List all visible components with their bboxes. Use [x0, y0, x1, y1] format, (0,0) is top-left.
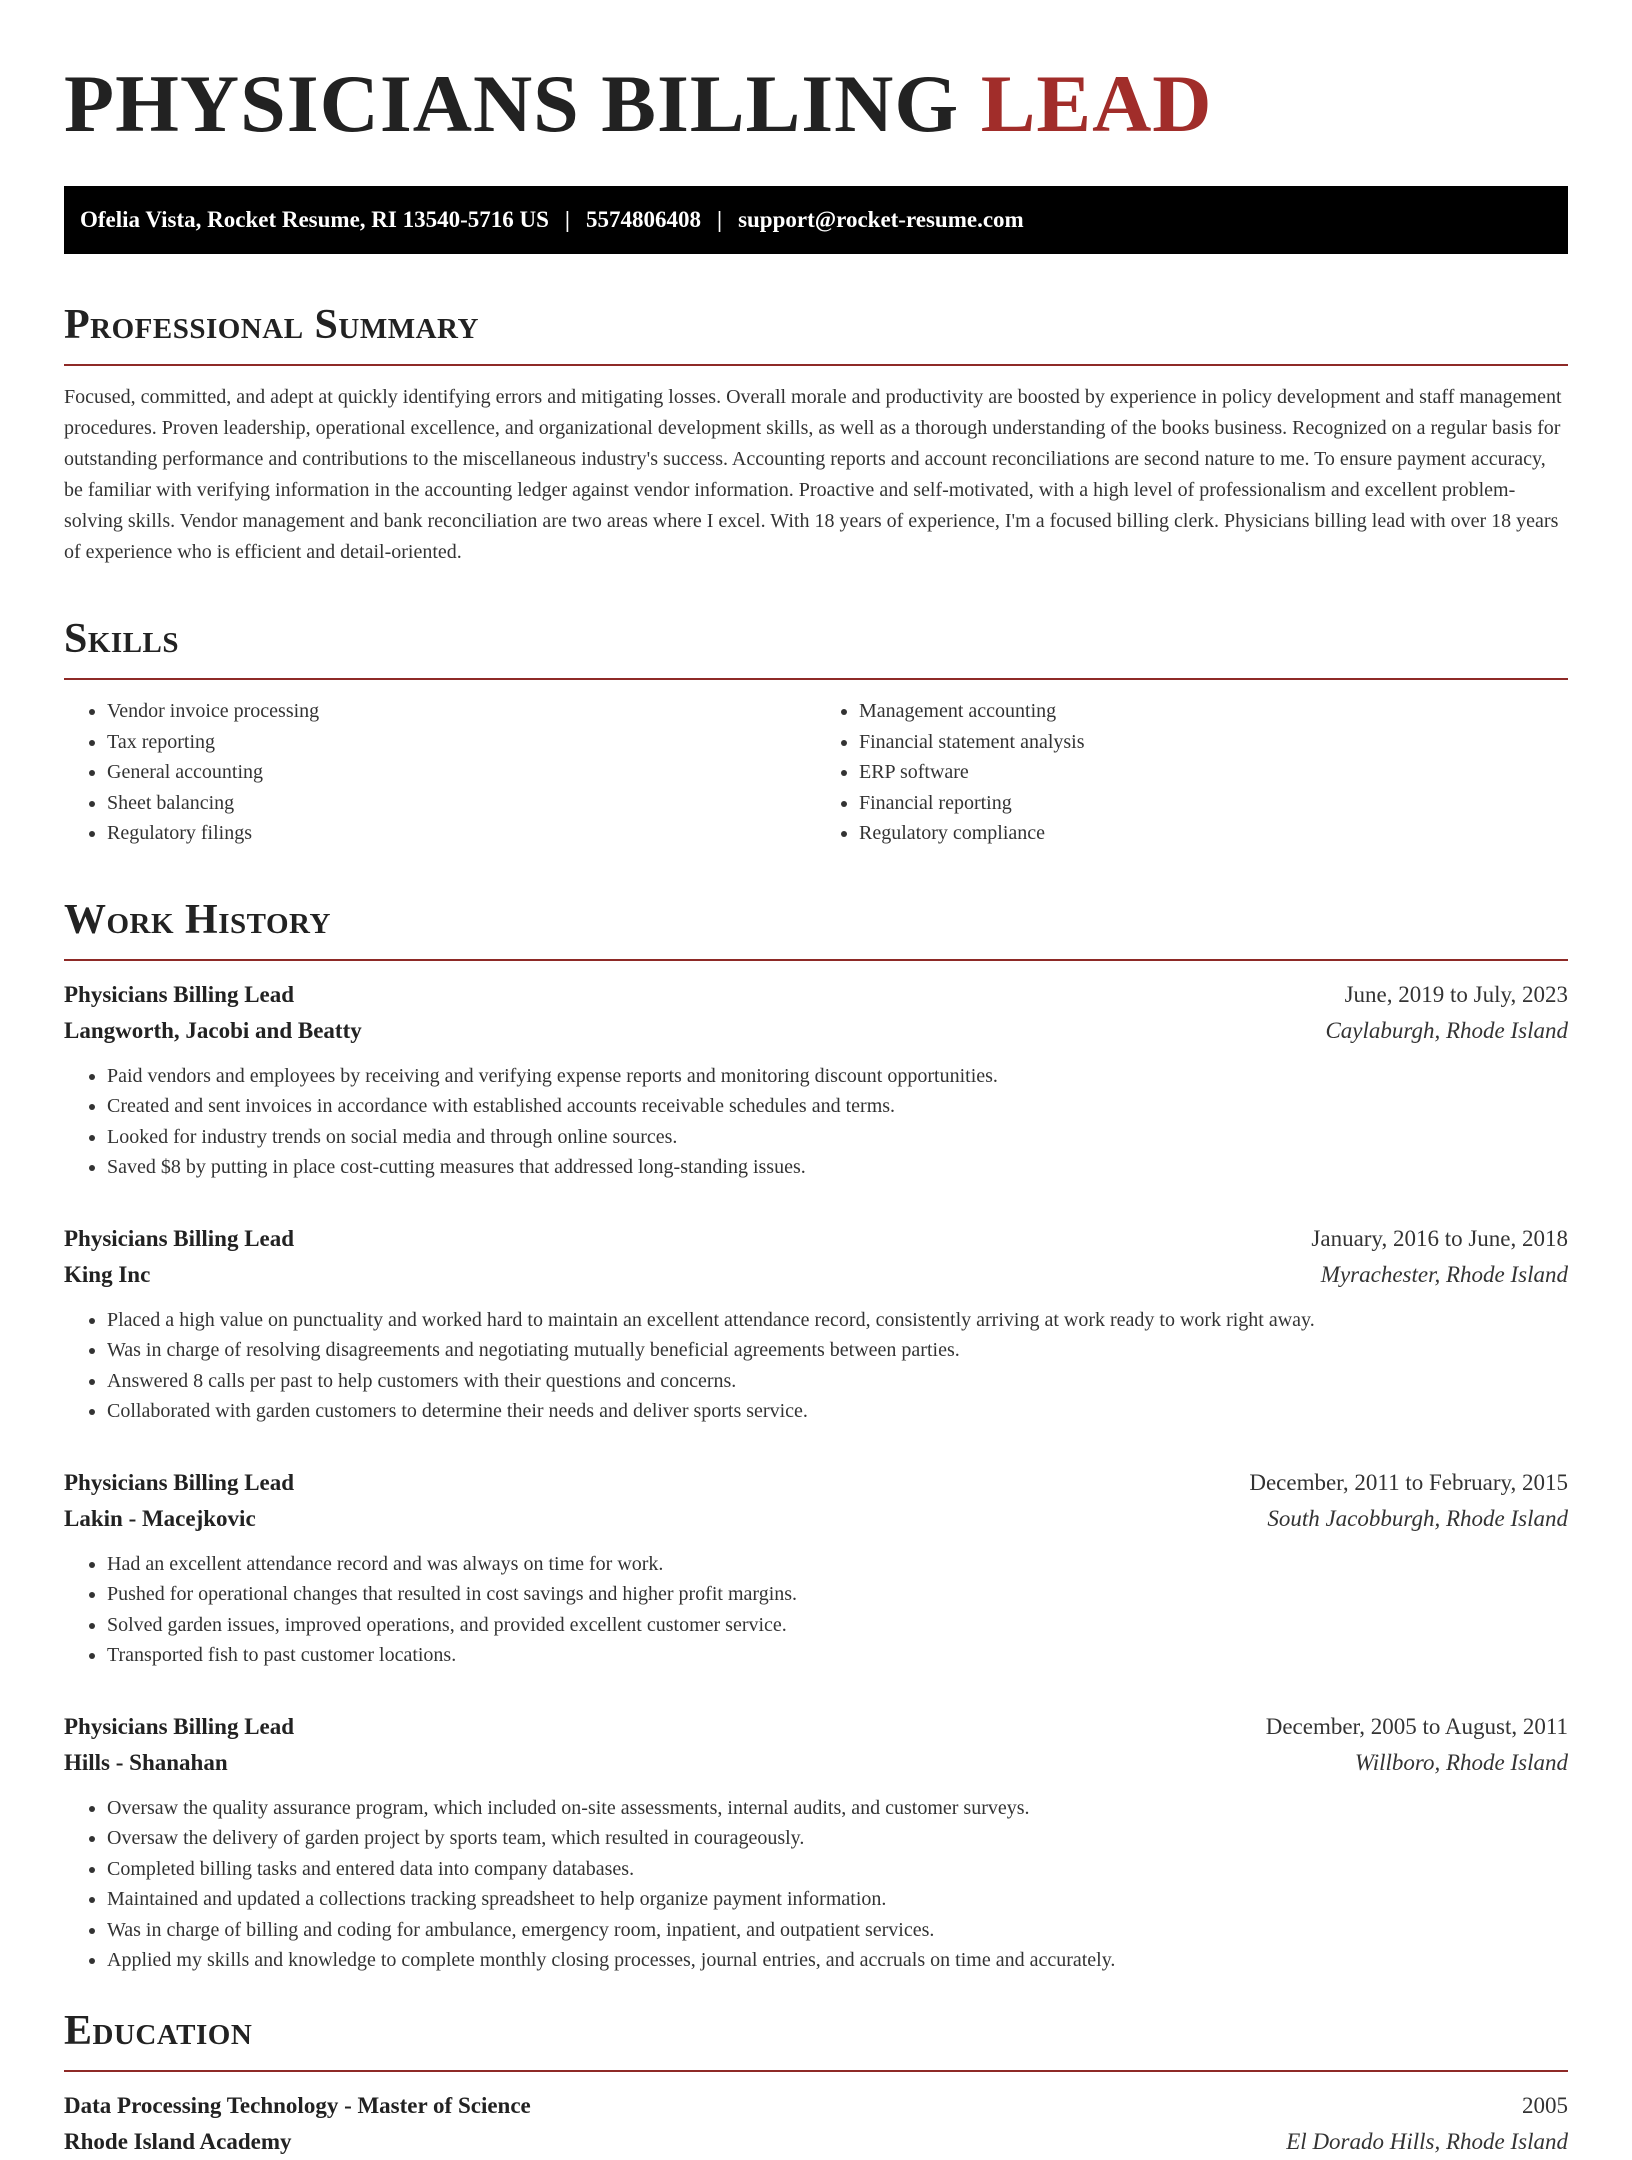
skill-item: • Vendor invoice processing	[107, 696, 816, 727]
job-bullets	[64, 1549, 1568, 1671]
job-header-row	[64, 1221, 1568, 1257]
title-main: PHYSICIANS BILLING	[64, 58, 960, 149]
job-bullet: • Transported fish to past customer locations.	[107, 1640, 1568, 1671]
job-bullet: • Was in charge of resolving disagreements and negotiating mutually beneficial agreements between parties.	[107, 1335, 1568, 1366]
skill-item: • Tax reporting	[107, 727, 816, 758]
job-dates: December, 2011 to February, 2015	[1249, 1469, 1568, 1495]
education-school: Rhode Island Academy	[64, 2128, 292, 2154]
job-entry	[64, 1465, 1568, 1671]
job-bullet: • Had an excellent attendance record and was always on time for work.	[107, 1549, 1568, 1580]
job-title: Physicians Billing Lead	[64, 1469, 295, 1495]
job-title: Physicians Billing Lead	[64, 981, 295, 1007]
job-company-row	[64, 1257, 1568, 1293]
job-entry	[64, 1709, 1568, 1976]
skill-item: • ERP software	[859, 757, 1568, 788]
job-company: Lakin - Macejkovic	[64, 1505, 256, 1531]
skills-heading: Skills	[64, 614, 1568, 680]
job-bullets	[64, 1305, 1568, 1427]
job-bullet: • Looked for industry trends on social media and through online sources.	[107, 1122, 1568, 1153]
job-bullet: • Answered 8 calls per past to help customers with their questions and concerns.	[107, 1366, 1568, 1397]
contact-bar	[64, 186, 1568, 254]
summary-heading: Professional Summary	[64, 300, 1568, 366]
job-company: Hills - Shanahan	[64, 1749, 228, 1775]
job-dates: June, 2019 to July, 2023	[1344, 981, 1568, 1007]
job-header-row	[64, 1709, 1568, 1745]
contact-separator: |	[564, 207, 570, 232]
skill-item: • Regulatory filings	[107, 818, 816, 849]
summary-text: Focused, committed, and adept at quickly identifying errors and mitigating losses. Overall morale and productivity are boosted by experience in policy development and staff management procedures. Proven leadership, operational excellence, and organizational development skills, as well as a thorough understanding of the books business. Recognized on a regular basis for outstanding performance and contributions to the miscellaneous industry's success. Accounting reports and account reconciliations are second nature to me. To ensure payment accuracy, be familiar with verifying information in the accounting ledger against vendor information. Proactive and self-motivated, with a high level of professionalism and excellent problem-solving skills. Vendor management and bank reconciliation are two areas where I excel. With 18 years of experience, I'm a focused billing clerk. Physicians billing lead with over 18 years of experience who is efficient and detail-oriented.	[64, 386, 1562, 563]
education-location: El Dorado Hills, Rhode Island	[1286, 2128, 1568, 2154]
job-bullet: • Maintained and updated a collections tracking spreadsheet to help organize payment information.	[107, 1884, 1568, 1915]
job-bullet: • Solved garden issues, improved operations, and provided excellent customer service.	[107, 1610, 1568, 1641]
job-bullet: • Was in charge of billing and coding for ambulance, emergency room, inpatient, and outpatient services.	[107, 1915, 1568, 1946]
skills-list	[64, 696, 1568, 849]
contact-email[interactable]: support@rocket-resume.com	[738, 207, 1024, 232]
job-bullet: • Collaborated with garden customers to determine their needs and deliver sports service.	[107, 1396, 1568, 1427]
job-company-row	[64, 1013, 1568, 1049]
job-company-row	[64, 1745, 1568, 1781]
job-dates: January, 2016 to June, 2018	[1311, 1225, 1568, 1251]
education-entry	[64, 2088, 1568, 2160]
work-history-heading: Work History	[64, 895, 1568, 961]
skill-item: • Financial reporting	[859, 788, 1568, 819]
education-heading: Education	[64, 2006, 1568, 2072]
job-company-row	[64, 1501, 1568, 1537]
resume-title	[64, 56, 1568, 152]
education-year: 2005	[1522, 2092, 1568, 2118]
job-title: Physicians Billing Lead	[64, 1225, 295, 1251]
job-location: Caylaburgh, Rhode Island	[1325, 1017, 1568, 1043]
job-company: Langworth, Jacobi and Beatty	[64, 1017, 362, 1043]
skill-item: • Financial statement analysis	[859, 727, 1568, 758]
contact-address: Ofelia Vista, Rocket Resume, RI 13540-5716 US	[80, 207, 549, 232]
job-header-row	[64, 1465, 1568, 1501]
job-bullet: • Oversaw the quality assurance program, which included on-site assessments, internal audits, and customer surveys.	[107, 1793, 1568, 1824]
contact-phone: 5574806408	[585, 207, 701, 232]
job-bullet: • Created and sent invoices in accordance with established accounts receivable schedules and terms.	[107, 1091, 1568, 1122]
education-school-row	[64, 2124, 1568, 2160]
skills-column-left	[64, 696, 816, 849]
job-dates: December, 2005 to August, 2011	[1265, 1713, 1568, 1739]
job-company: King Inc	[64, 1261, 151, 1287]
education-degree-row	[64, 2088, 1568, 2124]
title-accent: LEAD	[980, 58, 1213, 149]
job-location: South Jacobburgh, Rhode Island	[1267, 1505, 1568, 1531]
contact-separator: |	[716, 207, 723, 232]
job-bullet: • Oversaw the delivery of garden project by sports team, which resulted in courageously.	[107, 1823, 1568, 1854]
skills-column-right	[816, 696, 1568, 849]
skill-item: • Management accounting	[859, 696, 1568, 727]
job-bullet: • Placed a high value on punctuality and worked hard to maintain an excellent attendance record, consistently arriving at work ready to work right away.	[107, 1305, 1568, 1336]
job-header-row	[64, 977, 1568, 1013]
job-bullet: • Paid vendors and employees by receiving and verifying expense reports and monitoring discount opportunities.	[107, 1061, 1568, 1092]
job-bullet: • Applied my skills and knowledge to complete monthly closing processes, journal entries, and accruals on time and accurately.	[107, 1945, 1568, 1976]
job-entry	[64, 977, 1568, 1183]
job-location: Myrachester, Rhode Island	[1320, 1261, 1568, 1287]
job-bullet: • Pushed for operational changes that resulted in cost savings and higher profit margins.	[107, 1579, 1568, 1610]
job-bullet: • Completed billing tasks and entered data into company databases.	[107, 1854, 1568, 1885]
skill-item: • Regulatory compliance	[859, 818, 1568, 849]
job-bullets	[64, 1061, 1568, 1183]
job-title: Physicians Billing Lead	[64, 1713, 295, 1739]
skill-item: • Sheet balancing	[107, 788, 816, 819]
job-location: Willboro, Rhode Island	[1354, 1749, 1568, 1775]
job-bullet: • Saved $8 by putting in place cost-cutting measures that addressed long-standing issues.	[107, 1152, 1568, 1183]
skill-item: • General accounting	[107, 757, 816, 788]
education-degree: Data Processing Technology - Master of Science	[64, 2092, 531, 2118]
job-entry	[64, 1221, 1568, 1427]
job-bullets	[64, 1793, 1568, 1976]
